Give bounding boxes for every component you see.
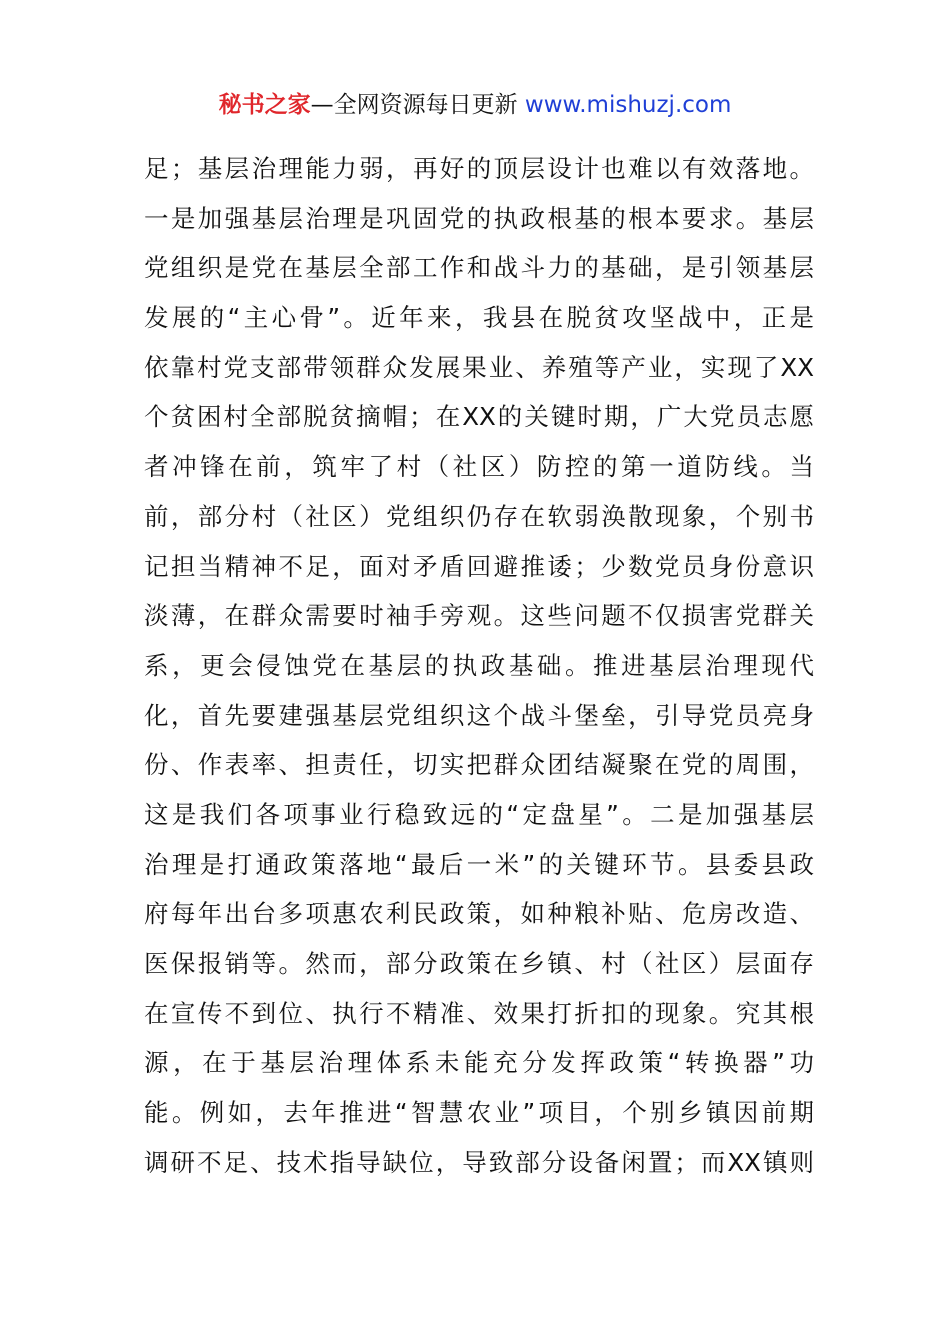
text-line: 个贫困村全部脱贫摘帽；在XX的关键时期，广大党员志愿 [144, 402, 814, 432]
text-line: 府每年出台多项惠农利民政策，如种粮补贴、危房改造、 [144, 899, 814, 929]
site-url[interactable]: www.mishuzj.com [524, 92, 732, 118]
text-line: 系，更会侵蚀党在基层的执政基础。推进基层治理现代 [144, 650, 814, 680]
site-header [0, 88, 950, 122]
text-line: 医保报销等。然而，部分政策在乡镇、村（社区）层面存 [144, 949, 814, 978]
text-line: 能。例如，去年推进“智慧农业”项目，个别乡镇因前期 [144, 1098, 814, 1128]
text-line: 源，在于基层治理体系未能充分发挥政策“转换器”功 [144, 1048, 814, 1078]
text-line: 化，首先要建强基层党组织这个战斗堡垒，引导党员亮身 [144, 700, 814, 730]
document-body [144, 144, 814, 1187]
text-line: 这是我们各项事业行稳致远的“定盘星”。二是加强基层 [144, 799, 814, 829]
text-line: 淡薄，在群众需要时袖手旁观。这些问题不仅损害党群关 [144, 601, 814, 631]
text-line: 前，部分村（社区）党组织仍存在软弱涣散现象，个别书 [144, 501, 814, 531]
text-line: 一是加强基层治理是巩固党的执政根基的根本要求。基层 [144, 203, 814, 233]
text-line: 者冲锋在前，筑牢了村（社区）防控的第一道防线。当 [144, 452, 814, 482]
text-line: 份、作表率、担责任，切实把群众团结凝聚在党的周围， [144, 750, 814, 780]
text-line: 在宣传不到位、执行不精准、效果打折扣的现象。究其根 [144, 998, 814, 1028]
text-line: 发展的“主心骨”。近年来，我县在脱贫攻坚战中，正是 [144, 303, 814, 333]
text-line: 依靠村党支部带领群众发展果业、养殖等产业，实现了XX [144, 352, 814, 382]
text-line: 调研不足、技术指导缺位，导致部分设备闲置；而XX镇则 [144, 1147, 814, 1177]
brand-name: 秘书之家 [218, 92, 311, 118]
header-tagline: —全网资源每日更新 [310, 92, 525, 118]
text-line: 足；基层治理能力弱，再好的顶层设计也难以有效落地。 [144, 154, 814, 183]
text-line: 治理是打通政策落地“最后一米”的关键环节。县委县政 [144, 849, 814, 879]
text-line: 记担当精神不足，面对矛盾回避推诿；少数党员身份意识 [144, 551, 814, 581]
text-line: 党组织是党在基层全部工作和战斗力的基础，是引领基层 [144, 253, 814, 283]
